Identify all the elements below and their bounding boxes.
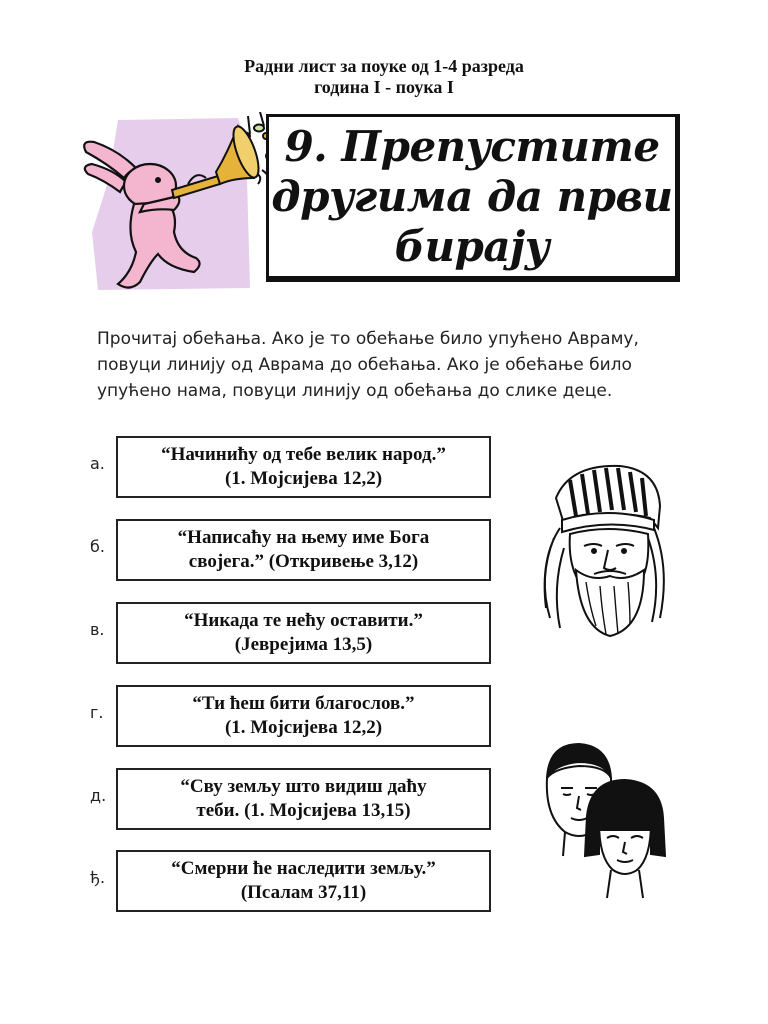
header-line-2: година I - поука I [314,77,454,97]
promise-item-b [0,519,500,583]
promise-reference: (1. Мојсијева 12,2) [224,717,383,738]
children-icon [535,738,685,902]
title-line-2: другима да први [271,171,673,221]
promise-text: “Ти ћеш бити благослов.” [192,693,415,714]
promise-reference: (Псалам 37,11) [240,882,367,903]
promise-reference: теби. (1. Мојсијева 13,15) [196,800,411,821]
header-line-1: Радни лист за поуке од 1-4 разреда [244,56,524,76]
title-line-3: бирају [394,221,550,271]
promise-text: “Смерни ће наследити земљу.” [171,858,436,879]
item-letter: г. [90,703,104,722]
promise-item-a [0,436,500,500]
promise-text: “Никада те нећу оставити.” [184,610,423,631]
promise-reference: својега.” (Откривење 3,12) [188,551,419,572]
item-letter: д. [90,786,107,805]
item-letter: ђ. [90,868,106,887]
abraham-icon [530,458,670,638]
item-letter: а. [90,454,105,473]
promise-box[interactable] [116,768,491,830]
instruction-line-1: Прочитај обећања. Ако је то обећање било упућено Авраму, [97,329,639,349]
promise-item-c [0,602,500,666]
promise-text: “Начинићу од тебе велик народ.” [161,444,446,465]
promise-reference: (Јеврејима 13,5) [234,634,373,655]
item-letter: б. [90,537,105,556]
promise-text: “Сву земљу што видиш даћу [180,776,427,797]
promise-reference: (1. Мојсијева 12,2) [224,468,383,489]
promise-item-e [0,768,500,832]
instruction-line-3: упућено нама, повуци линију од обећања до слике деце. [97,381,613,401]
title-box [266,114,680,282]
promise-item-f [0,850,500,914]
promise-box[interactable] [116,850,491,912]
instruction-line-2: повуци линију од Аврама до обећања. Ако је обећање било [97,355,632,375]
worksheet-header [0,56,768,98]
children-illustration[interactable] [535,738,685,907]
promise-text: “Написаћу на њему име Бога [177,527,430,548]
promise-box[interactable] [116,519,491,581]
item-letter: в. [90,620,105,639]
title-banner [78,112,688,292]
promise-box[interactable] [116,436,491,498]
title-line-1: 9. Препустите [284,121,660,171]
abraham-illustration[interactable] [530,458,670,643]
promise-item-d [0,685,500,749]
instructions-paragraph [97,326,697,404]
promise-box[interactable] [116,602,491,664]
promise-box[interactable] [116,685,491,747]
